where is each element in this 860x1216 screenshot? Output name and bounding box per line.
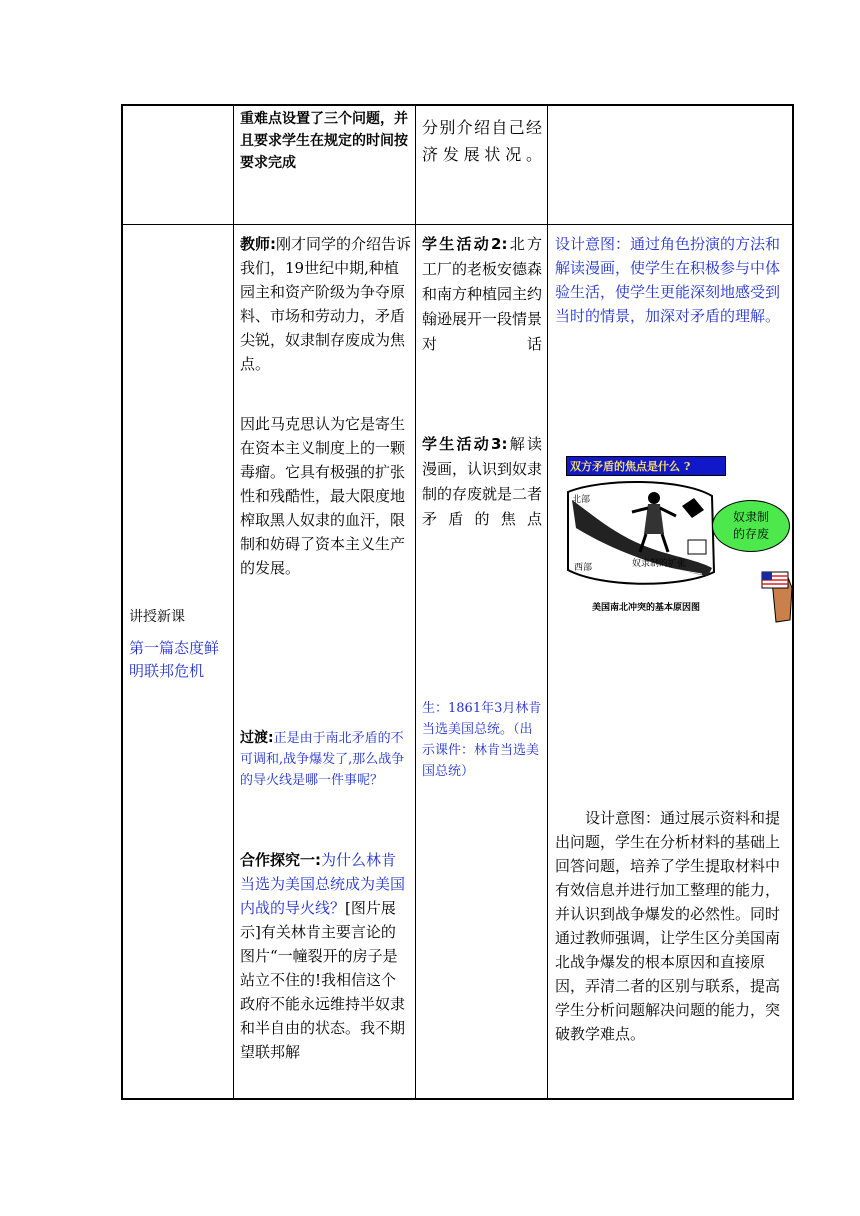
cartoon-image — [562, 452, 794, 638]
cartoon-south: 南部 — [622, 569, 641, 579]
cartoon-bubble — [712, 500, 790, 552]
design-intent-1 — [555, 232, 791, 328]
teacher-intro-text: 刚才同学的介绍告诉我们，19世纪中期,种植园主和资产阶级为争夺原料、市场和劳动力，矛盾尖锐，奴隶制存废成为焦点。 — [240, 235, 412, 373]
teacher-label: 教师: — [240, 235, 276, 253]
transition-paragraph — [240, 728, 410, 791]
cartoon-band-label: 奴隶制的扩张 — [632, 559, 687, 569]
bubble-line-1: 奴隶制 — [732, 510, 769, 524]
design-intent-1-text: 设计意图：通过角色扮演的方法和解读漫画，使学生在积极参与中体验生活，使学生更能深刻地感受到当时的情景，加深对矛盾的理解。 — [555, 235, 781, 325]
cartoon-caption: 美国南北冲突的基本原因图 — [591, 603, 700, 613]
student-answer: 生：1861年3月林肯当选美国总统。（出示课件：林肯当选美国总统） — [422, 701, 542, 779]
student-activity-2 — [422, 232, 542, 357]
teacher-intro — [240, 232, 412, 376]
column-divider — [233, 106, 234, 1098]
section-title: 第一篇态度鲜明联邦危机 — [129, 639, 220, 680]
activity-2-label: 学生活动2: — [422, 235, 508, 253]
bubble-line-2: 的存废 — [732, 527, 769, 541]
inquiry-label: 合作探究一: — [240, 851, 321, 869]
inquiry-text: [图片展示]有关林肯主要言论的图片“一幢裂开的房子是站立不住的!我相信这个政府不能永远维持半奴隶和半自由的状态。我不期望联邦解 — [240, 899, 406, 1061]
transition-label: 过渡: — [240, 730, 274, 746]
cartoon-north: 北部 — [572, 495, 591, 505]
student-activity-3 — [422, 432, 542, 532]
cartoon-banner: 双方矛盾的焦点是什么 ? — [566, 456, 726, 476]
transition-text: 正是由于南北矛盾的不可调和,战争爆发了,那么战争的导火线是哪一件事呢？ — [240, 731, 405, 788]
design-intent-2-text: 设计意图：通过展示资料和提出问题，学生在分析材料的基础上回答问题，培养了学生提取材料中有效信息并进行加工整理的能力，并认识到战争爆发的必然性。同时通过教师强调，让学生区分美国南北战争爆发的根本原因和直接原因，弄清二者的区别与联系，提高学生分析问题解决问题的能力，突破教学难点。 — [555, 809, 781, 1043]
activity-3-label: 学生活动3: — [422, 435, 508, 453]
inquiry-question: 为什么林肯当选为美国总统成为美国内战的导火线？ — [240, 851, 406, 917]
column-divider — [415, 106, 416, 1098]
activity-3-text: 解读漫画，认识到奴隶制的存废就是二者矛盾的焦点 — [422, 435, 543, 528]
column-divider — [547, 106, 548, 1098]
design-intent-2 — [555, 806, 791, 1046]
row-divider — [123, 224, 792, 225]
row1-student-cell: 分别介绍自己经济发展状况。 — [422, 118, 542, 164]
row1-method-cell: 重难点设置了三个问题，并且要求学生在规定的时间按要求完成 — [240, 111, 408, 171]
activity-2-text: 北方工厂的老板安德森和南方种植园主约翰逊展开一段情景对话 — [422, 235, 543, 353]
cartoon-west: 西部 — [574, 563, 593, 573]
inquiry-paragraph — [240, 848, 406, 1064]
section-label: 讲授新课 — [129, 609, 185, 625]
marx-paragraph: 因此马克思认为它是寄生在资本主义制度上的一颗毒瘤。它具有极强的扩张性和残酷性，最大限度地榨取黑人奴隶的血汗，限制和妨碍了资本主义生产的发展。 — [240, 415, 406, 577]
